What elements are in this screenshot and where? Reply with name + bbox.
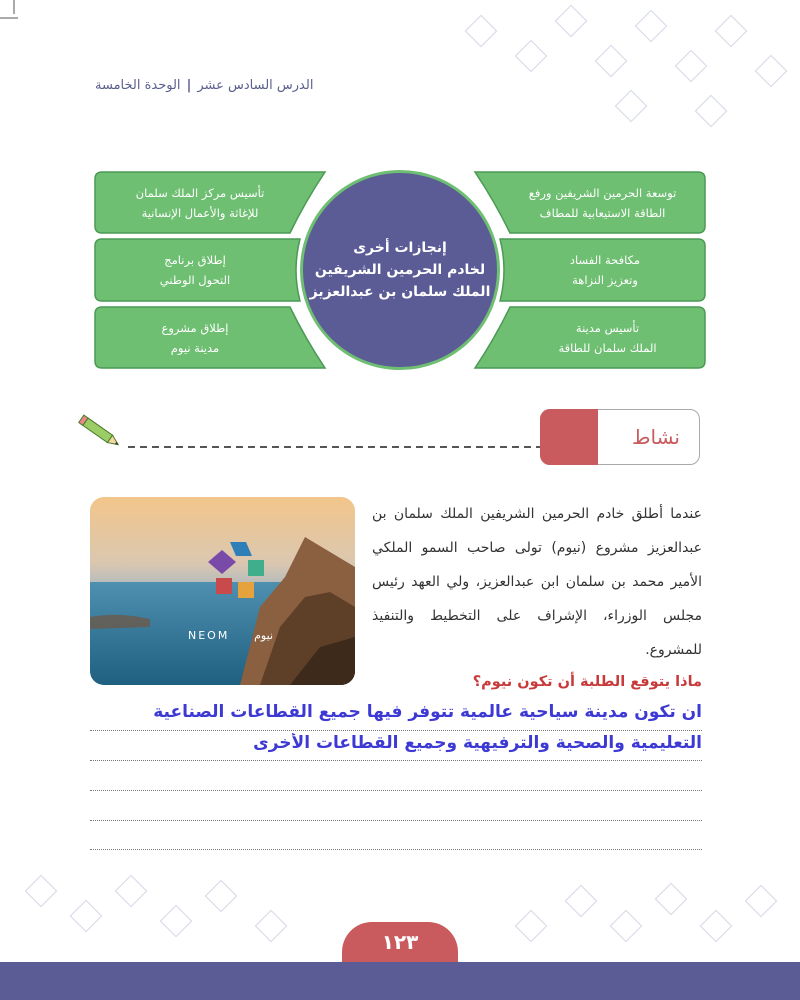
neom-logo-text — [188, 629, 273, 642]
activity-label: نشاط — [632, 425, 680, 449]
footer-bar — [0, 962, 800, 1000]
answer-dotted-line-5[interactable] — [90, 849, 702, 850]
unit-title: الوحدة الخامسة — [95, 77, 181, 93]
center-line-3: الملك سلمان بن عبدالعزيز — [309, 284, 491, 300]
center-line-1: إنجازات أخرى — [353, 240, 447, 256]
achievement-anti-corruption: مكافحة الفساد وتعزيز النزاهة — [569, 253, 641, 287]
answer-dotted-line-1 — [90, 730, 702, 731]
neom-logo-ar: نيوم — [254, 629, 273, 642]
achievement-neom-launch: إطلاق مشروع مدينة نيوم — [161, 320, 229, 355]
activity-divider — [0, 0, 800, 480]
center-line-2: لخادم الحرمين الشريفين — [314, 262, 486, 278]
achievement-national-transformation: إطلاق برنامج التحول الوطني — [159, 253, 231, 287]
activity-question: ماذا يتوقع الطلبة أن تكون نيوم؟ — [472, 674, 702, 690]
answer-line-2[interactable] — [90, 733, 702, 761]
answer-line-1[interactable] — [90, 702, 702, 730]
page-number: ١٢٣ — [342, 922, 458, 962]
lesson-title: الدرس السادس عشر — [197, 77, 314, 93]
neom-photo — [90, 497, 355, 685]
achievement-energy-city: تأسيس مدينة الملك سلمان للطاقة — [558, 320, 657, 355]
answer-dotted-line-3[interactable] — [90, 790, 702, 791]
achievement-relief-center: تأسيس مركز الملك سلمان للإغاثة والأعمال الإنسانية — [135, 185, 265, 220]
activity-paragraph: عندما أطلق خادم الحرمين الشريفين الملك سلمان بن عبدالعزيز مشروع (نيوم) تولى صاحب السمو الملكي الأمير محمد بن سلمان ابن عبدالعزيز، ولي العهد رئيس مجلس الوزراء، الإشراف على التخطيط والتنفيذ للمشروع. — [372, 506, 702, 658]
neom-logo-en: NEOM — [188, 629, 230, 642]
header-separator: | — [186, 77, 192, 93]
answer-dotted-line-4[interactable] — [90, 820, 702, 821]
achievement-haramain-expansion: توسعة الحرمين الشريفين ورفع الطاقة الاستيعابية للمطاف — [528, 185, 677, 220]
answer-text-1: ان تكون مدينة سياحية عالمية تتوفر فيها جميع القطاعات الصناعية — [153, 702, 702, 722]
activity-tab — [540, 409, 598, 465]
activity-heading — [540, 409, 700, 465]
answer-text-2: التعليمية والصحية والترفيهية وجميع القطاعات الأخرى — [253, 733, 702, 753]
pencil-icon — [79, 415, 121, 448]
